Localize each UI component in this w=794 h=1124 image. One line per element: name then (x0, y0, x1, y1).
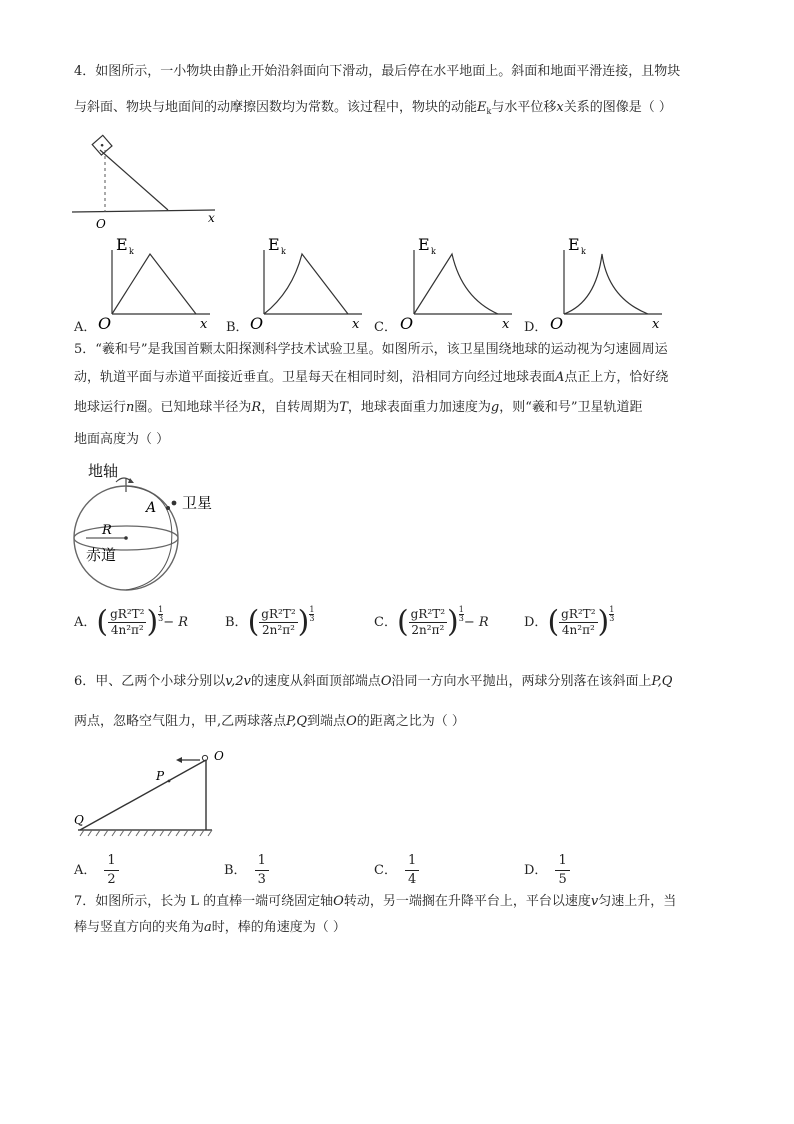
point-o-label: O (214, 749, 224, 763)
x-label: x (502, 317, 510, 332)
ek-subscript: k (129, 247, 134, 256)
q5-option-d[interactable]: D．( $\frac{\text{gR²T²}}{\text{4n²π²}}$ ) $\frac{1}{3}$ (524, 604, 615, 640)
ground-hatching (80, 830, 212, 836)
q5-line-3: 地球运行n圈。已知地球半径为R，自转周期为T，地球表面重力加速度为g，则“羲和号”卫星轨道距 (74, 400, 643, 415)
ek-subscript: k (281, 247, 286, 256)
incline-line (80, 760, 206, 830)
q4-option-c-label[interactable]: C． (374, 320, 397, 335)
x-label: x (352, 317, 360, 332)
equator-label: 赤道 (86, 546, 117, 564)
radius-label: R (102, 523, 112, 538)
origin-label: O (550, 314, 564, 332)
earth-axis-label: 地轴 (88, 462, 119, 480)
q6-option-a[interactable]: A． $\frac{1}{2}$ (74, 852, 119, 889)
q7-line-1: 7．如图所示，长为 L 的直棒一端可绕固定轴O转动，另一端搁在升降平台上，平台以速度v匀速上升，当 (74, 894, 677, 909)
q4-incline-figure (70, 130, 230, 230)
x-axis-label: x (208, 211, 215, 225)
velocity-arrowhead-icon (176, 757, 182, 763)
satellite-dot (172, 501, 177, 506)
point-p-dot (168, 780, 171, 783)
ek-label: E (568, 235, 580, 254)
ek-curve (414, 254, 498, 314)
q5-option-c[interactable]: C．( $\frac{\text{gR²T²}}{\text{2n²π²}}$ ) $\frac{1}{3}$ − R (374, 604, 489, 640)
point-a-dot (166, 506, 170, 510)
q4-option-d-label[interactable]: D． (524, 320, 548, 335)
q4-option-c-graph[interactable] (394, 232, 519, 332)
q7-line-2: 棒与竖直方向的夹角为a时，棒的角速度为（ ） (74, 920, 346, 935)
ek-curve (112, 254, 196, 314)
point-a-label: A (146, 500, 157, 516)
q6-option-d[interactable]: D． $\frac{1}{5}$ (524, 852, 570, 889)
q4-option-b-label[interactable]: B． (226, 320, 249, 335)
ek-label: E (268, 235, 280, 254)
q6-option-b[interactable]: B． $\frac{1}{3}$ (224, 852, 269, 889)
ek-curve (564, 254, 648, 314)
incline-line (100, 150, 168, 210)
satellite-label: 卫星 (182, 494, 213, 512)
q5-line-1: 5．“羲和号”是我国首颗太阳探测科学技术试验卫星。如图所示，该卫星围绕地球的运动视为匀速圆周运 (74, 342, 668, 357)
ek-subscript: k (431, 247, 436, 256)
earth-center-dot (124, 536, 128, 540)
point-p-label: P (156, 769, 165, 783)
origin-label: O (98, 314, 112, 332)
q4-option-b-graph[interactable] (244, 232, 369, 332)
ek-label: E (418, 235, 430, 254)
q4-option-a-graph[interactable] (92, 232, 217, 332)
origin-label: O (400, 314, 414, 332)
q6-line-1: 6．甲、乙两个小球分别以v,2v的速度从斜面顶部端点O沿同一方向水平抛出，两球分别落在该斜面上P,Q (74, 674, 673, 689)
q6-line-2: 两点，忽略空气阻力，甲,乙两球落点P,Q到端点O的距离之比为（ ） (74, 714, 465, 729)
ek-curve (264, 254, 348, 314)
q5-option-b[interactable]: B．( $\frac{\text{gR²T²}}{\text{2n²π²}}$ ) $\frac{1}{3}$ (225, 604, 315, 640)
q4-option-d-graph[interactable] (544, 232, 669, 332)
q5-option-a[interactable]: A．( $\frac{\text{gR²T²}}{\text{4n²π²}}$ ) $\frac{1}{3}$ − R (74, 604, 189, 640)
origin-label: O (250, 314, 264, 332)
x-label: x (200, 317, 208, 332)
q6-option-c[interactable]: C． $\frac{1}{4}$ (374, 852, 419, 889)
q5-earth-figure (66, 456, 236, 602)
q4-line-1: 4．如图所示，一小物块由静止开始沿斜面向下滑动，最后停在水平地面上。斜面和地面平滑连接，且物块 (74, 64, 681, 79)
rotation-arrowhead-icon (128, 478, 134, 483)
q6-incline-figure (72, 744, 232, 842)
q4-line-2: 与斜面、物块与地面间的动摩擦因数均为常数。该过程中，物块的动能$E_k$与水平位移x关系的图像是（ ） (74, 100, 672, 116)
ek-label: E (116, 235, 128, 254)
point-q-label: Q (74, 813, 84, 827)
ground-line (72, 210, 215, 212)
q4-option-a-label[interactable]: A． (74, 320, 97, 335)
ek-subscript: k (581, 247, 586, 256)
x-label: x (652, 317, 660, 332)
q5-line-2: 动，轨道平面与赤道平面接近垂直。卫星每天在相同时刻，沿相同方向经过地球表面A点正上方，恰好绕 (74, 370, 669, 385)
origin-label: O (96, 217, 106, 230)
q5-line-4: 地面高度为（ ） (74, 432, 170, 447)
